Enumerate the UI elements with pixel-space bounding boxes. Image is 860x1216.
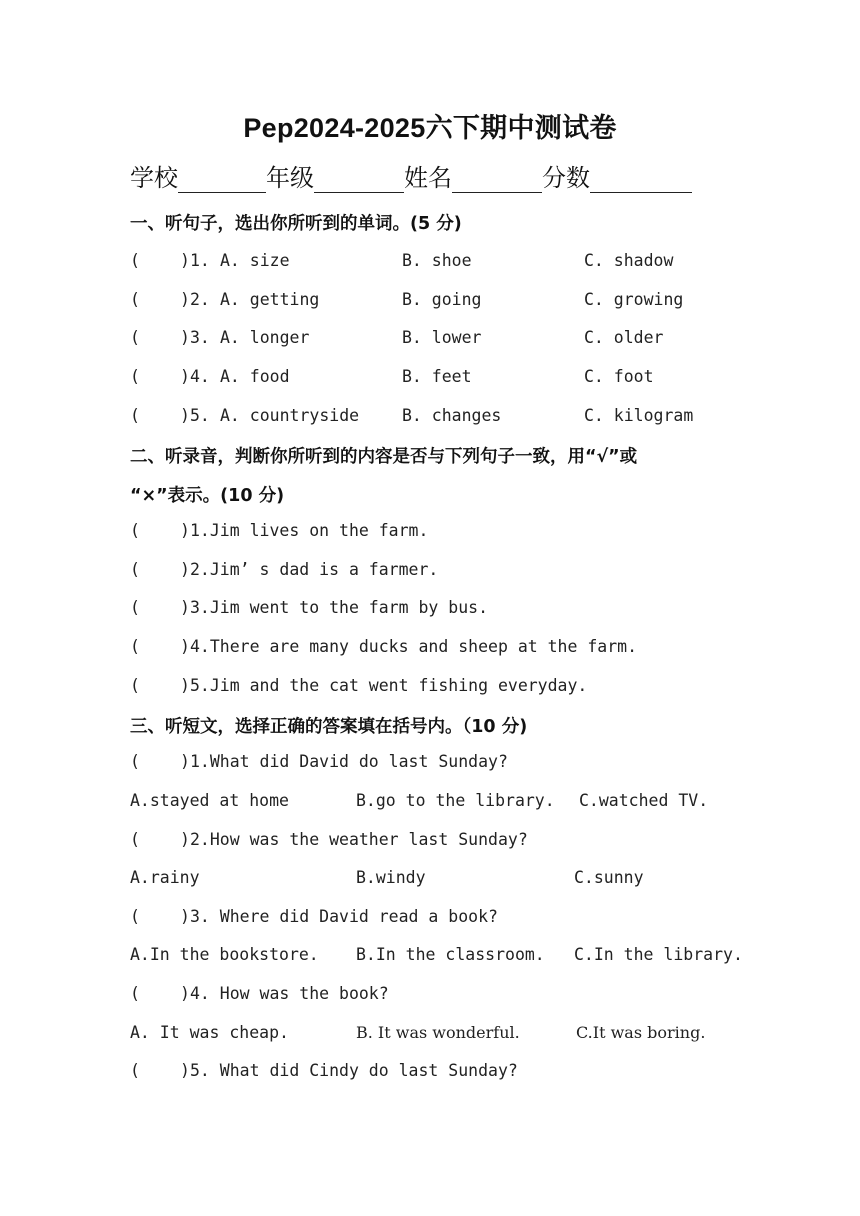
option-a: A. longer xyxy=(220,328,310,347)
section2-item xyxy=(130,560,750,584)
option-a: A. size xyxy=(220,251,290,270)
answer-paren-close: ) xyxy=(180,367,190,386)
answer-paren-close: ) xyxy=(180,637,190,656)
option-c: C.sunny xyxy=(574,868,644,887)
option-b: B.go to the library. xyxy=(356,791,555,810)
section3-heading: 三、听短文，选择正确的答案填在括号内。（10 分) xyxy=(130,717,528,737)
question-text: 1.What did David do last Sunday? xyxy=(190,752,508,771)
section2-item xyxy=(130,676,750,700)
option-b: B. going xyxy=(402,290,482,309)
answer-paren-close: ) xyxy=(180,251,190,270)
statement-text: 2.Jim’ s dad is a farmer. xyxy=(190,560,439,579)
answer-paren-open[interactable]: ( xyxy=(130,830,140,849)
section3-question xyxy=(130,1061,750,1085)
option-c: C. foot xyxy=(584,367,654,386)
answer-paren-close: ) xyxy=(180,984,190,1003)
statement-text: 3.Jim went to the farm by bus. xyxy=(190,598,489,617)
answer-paren-open[interactable]: ( xyxy=(130,560,140,579)
answer-paren-close: ) xyxy=(180,521,190,540)
section3-options xyxy=(130,1023,750,1047)
statement-text: 1.Jim lives on the farm. xyxy=(190,521,429,540)
answer-paren-open[interactable]: ( xyxy=(130,521,140,540)
score-label: 分数 xyxy=(542,164,590,192)
section2-heading-line1: 二、听录音，判断你所听到的内容是否与下列句子一致，用“√”或 xyxy=(130,447,638,467)
option-b: B.In the classroom. xyxy=(356,945,545,964)
option-b: B. feet xyxy=(402,367,472,386)
answer-paren-close: ) xyxy=(180,752,190,771)
option-a: A. countryside xyxy=(220,406,360,425)
statement-text: 5.Jim and the cat went fishing everyday. xyxy=(190,676,588,695)
question-text: 2.How was the weather last Sunday? xyxy=(190,830,528,849)
section3-options xyxy=(130,945,750,969)
option-c: C.It was boring. xyxy=(576,1023,706,1042)
item-number: 5. xyxy=(190,406,210,425)
section2-item xyxy=(130,598,750,622)
score-blank[interactable] xyxy=(590,166,692,193)
section1-heading: 一、听句子，选出你所听到的单词。(5 分) xyxy=(130,214,462,234)
section3-options xyxy=(130,791,750,815)
answer-paren-close: ) xyxy=(180,328,190,347)
item-number: 3. xyxy=(190,328,210,347)
question-text: 4. How was the book? xyxy=(190,984,389,1003)
answer-paren-open[interactable]: ( xyxy=(130,328,140,347)
option-b: B. shoe xyxy=(402,251,472,270)
section3-question xyxy=(130,830,750,854)
answer-paren-open[interactable]: ( xyxy=(130,367,140,386)
option-b: B. changes xyxy=(402,406,502,425)
option-a: A. food xyxy=(220,367,290,386)
grade-label: 年级 xyxy=(266,164,314,192)
school-label: 学校 xyxy=(130,164,178,192)
answer-paren-open[interactable]: ( xyxy=(130,406,140,425)
option-a: A. It was cheap. xyxy=(130,1023,289,1042)
option-a: A.stayed at home xyxy=(130,791,289,810)
answer-paren-close: ) xyxy=(180,406,190,425)
answer-paren-open[interactable]: ( xyxy=(130,752,140,771)
section3-question xyxy=(130,984,750,1008)
option-a: A.In the bookstore. xyxy=(130,945,319,964)
option-b: B. It was wonderful. xyxy=(356,1023,520,1042)
name-label: 姓名 xyxy=(404,164,452,192)
student-info-row xyxy=(130,158,730,192)
option-c: C. kilogram xyxy=(584,406,694,425)
answer-paren-close: ) xyxy=(180,598,190,617)
answer-paren-open[interactable]: ( xyxy=(130,984,140,1003)
option-c: C.In the library. xyxy=(574,945,743,964)
section2-item xyxy=(130,637,750,661)
answer-paren-open[interactable]: ( xyxy=(130,251,140,270)
answer-paren-open[interactable]: ( xyxy=(130,1061,140,1080)
section2-item xyxy=(130,521,750,545)
answer-paren-close: ) xyxy=(180,290,190,309)
option-c: C. older xyxy=(584,328,664,347)
option-c: C. growing xyxy=(584,290,684,309)
section1-item xyxy=(130,251,750,275)
answer-paren-open[interactable]: ( xyxy=(130,290,140,309)
answer-paren-close: ) xyxy=(180,907,190,926)
item-number: 1. xyxy=(190,251,210,270)
section1-item xyxy=(130,406,750,430)
option-c: C. shadow xyxy=(584,251,674,270)
item-number: 2. xyxy=(190,290,210,309)
option-a: A.rainy xyxy=(130,868,200,887)
answer-paren-close: ) xyxy=(180,676,190,695)
section2-heading-line2: “×”表示。(10 分) xyxy=(130,486,285,506)
section3-options xyxy=(130,868,750,892)
option-a: A. getting xyxy=(220,290,320,309)
answer-paren-close: ) xyxy=(180,830,190,849)
section1-item xyxy=(130,367,750,391)
page-title: Pep2024-2025六下期中测试卷 xyxy=(243,113,617,143)
section3-question xyxy=(130,907,750,931)
statement-text: 4.There are many ducks and sheep at the farm. xyxy=(190,637,638,656)
name-blank[interactable] xyxy=(452,166,542,193)
answer-paren-open[interactable]: ( xyxy=(130,637,140,656)
option-c: C.watched TV. xyxy=(579,791,709,810)
answer-paren-close: ) xyxy=(180,1061,190,1080)
answer-paren-open[interactable]: ( xyxy=(130,598,140,617)
option-b: B.windy xyxy=(356,868,426,887)
section1-item xyxy=(130,328,750,352)
school-blank[interactable] xyxy=(178,166,266,193)
option-b: B. lower xyxy=(402,328,482,347)
section3-question xyxy=(130,752,750,776)
grade-blank[interactable] xyxy=(314,166,404,193)
answer-paren-open[interactable]: ( xyxy=(130,676,140,695)
answer-paren-close: ) xyxy=(180,560,190,579)
answer-paren-open[interactable]: ( xyxy=(130,907,140,926)
section1-item xyxy=(130,290,750,314)
question-text: 5. What did Cindy do last Sunday? xyxy=(190,1061,518,1080)
question-text: 3. Where did David read a book? xyxy=(190,907,498,926)
item-number: 4. xyxy=(190,367,210,386)
